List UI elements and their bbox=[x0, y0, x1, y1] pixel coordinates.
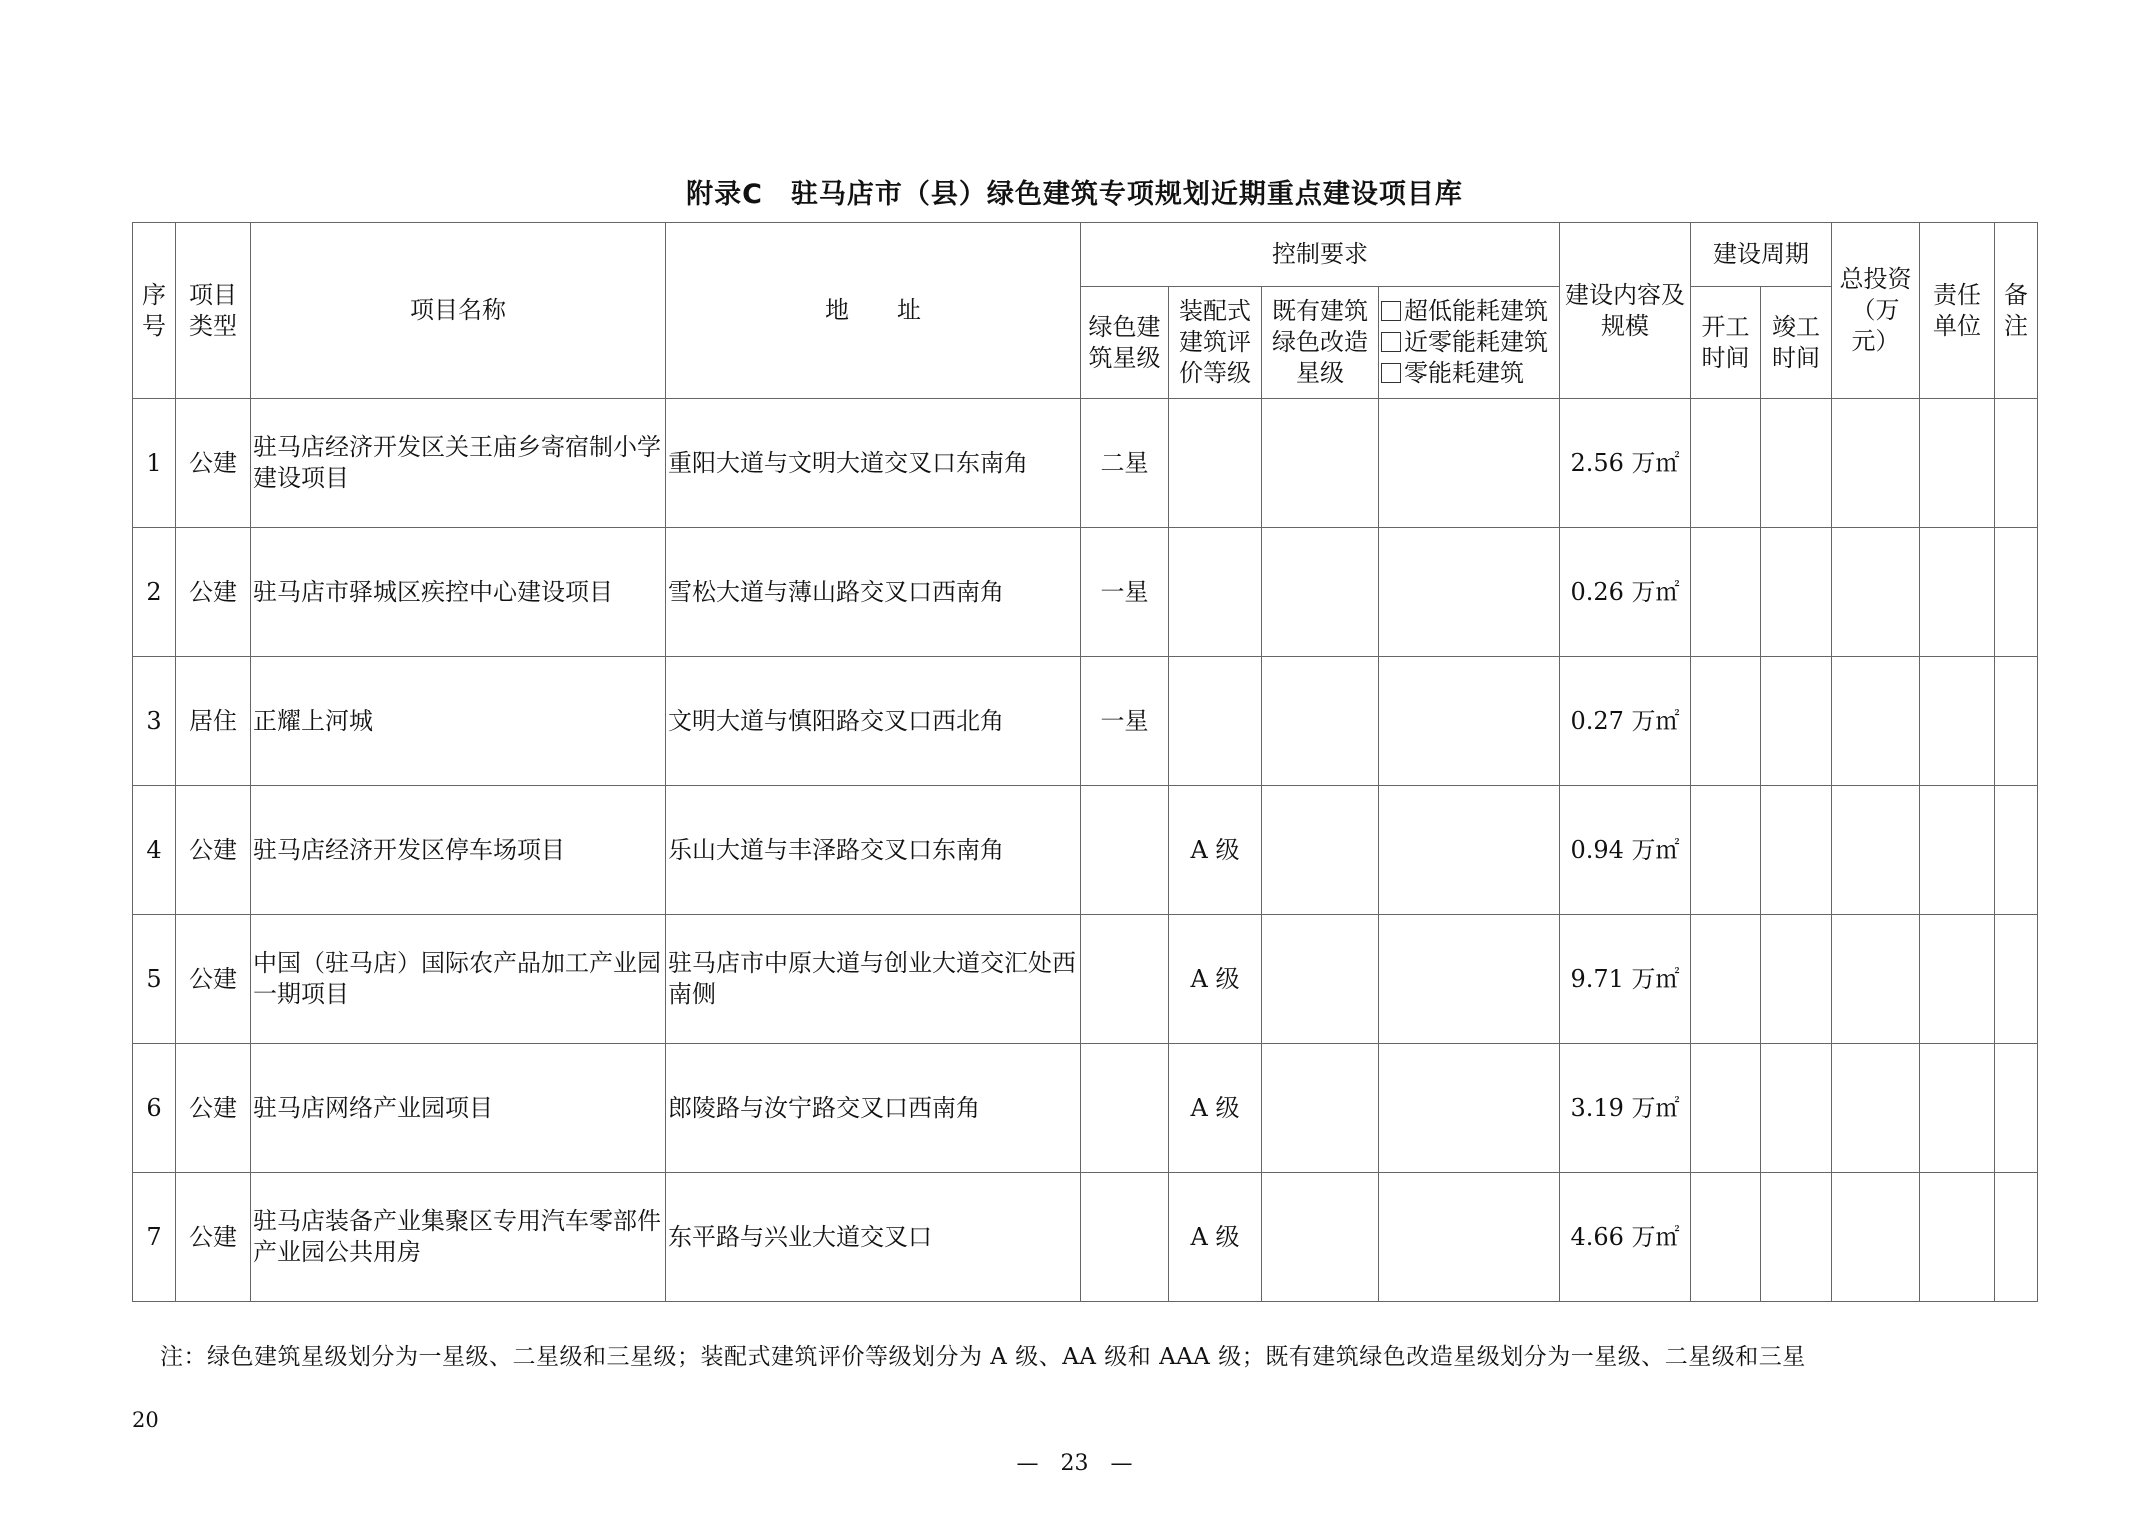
cell-retrofit bbox=[1262, 657, 1379, 786]
cell-investment bbox=[1832, 915, 1920, 1044]
header-name: 项目名称 bbox=[251, 223, 666, 399]
cell-start bbox=[1691, 915, 1761, 1044]
table-row bbox=[133, 528, 2038, 657]
cell-responsible bbox=[1920, 915, 1995, 1044]
cell-address: 郎陵路与汝宁路交叉口西南角 bbox=[666, 1044, 1081, 1173]
project-table bbox=[132, 222, 2038, 1302]
cell-start bbox=[1691, 1173, 1761, 1302]
header-investment: 总投资（万元） bbox=[1832, 223, 1920, 399]
cell-seq: 5 bbox=[133, 915, 176, 1044]
cell-end bbox=[1761, 786, 1832, 915]
cell-energy bbox=[1379, 786, 1560, 915]
side-page-number: 20 bbox=[132, 1408, 159, 1432]
cell-scale: 0.26 万㎡ bbox=[1560, 528, 1691, 657]
cell-address: 乐山大道与丰泽路交叉口东南角 bbox=[666, 786, 1081, 915]
cell-retrofit bbox=[1262, 915, 1379, 1044]
cell-type: 公建 bbox=[176, 399, 251, 528]
cell-name: 驻马店经济开发区停车场项目 bbox=[251, 786, 666, 915]
cell-address: 雪松大道与薄山路交叉口西南角 bbox=[666, 528, 1081, 657]
header-control: 控制要求 bbox=[1081, 223, 1560, 287]
cell-name: 驻马店市驿城区疾控中心建设项目 bbox=[251, 528, 666, 657]
checkbox-icon bbox=[1381, 301, 1401, 321]
cell-name: 正耀上河城 bbox=[251, 657, 666, 786]
header-end: 竣工时间 bbox=[1761, 287, 1832, 399]
cell-investment bbox=[1832, 399, 1920, 528]
cell-remark bbox=[1995, 1044, 2038, 1173]
cell-energy bbox=[1379, 528, 1560, 657]
cell-investment bbox=[1832, 528, 1920, 657]
cell-name: 中国（驻马店）国际农产品加工产业园一期项目 bbox=[251, 915, 666, 1044]
cell-start bbox=[1691, 786, 1761, 915]
table-row bbox=[133, 1173, 2038, 1302]
cell-scale: 0.94 万㎡ bbox=[1560, 786, 1691, 915]
cell-type: 公建 bbox=[176, 1173, 251, 1302]
cell-green-star: 一星 bbox=[1081, 528, 1169, 657]
header-address: 地 址 bbox=[666, 223, 1081, 399]
cell-seq: 7 bbox=[133, 1173, 176, 1302]
energy-option: 超低能耗建筑 bbox=[1381, 296, 1557, 327]
table-row bbox=[133, 657, 2038, 786]
cell-start bbox=[1691, 657, 1761, 786]
cell-responsible bbox=[1920, 399, 1995, 528]
cell-remark bbox=[1995, 915, 2038, 1044]
cell-name: 驻马店网络产业园项目 bbox=[251, 1044, 666, 1173]
table-row bbox=[133, 1044, 2038, 1173]
table-row bbox=[133, 915, 2038, 1044]
cell-responsible bbox=[1920, 657, 1995, 786]
cell-prefab: A 级 bbox=[1169, 1173, 1262, 1302]
table-row bbox=[133, 786, 2038, 915]
header-energy bbox=[1379, 287, 1560, 399]
cell-seq: 4 bbox=[133, 786, 176, 915]
header-scale: 建设内容及规模 bbox=[1560, 223, 1691, 399]
cell-name: 驻马店装备产业集聚区专用汽车零部件产业园公共用房 bbox=[251, 1173, 666, 1302]
cell-remark bbox=[1995, 786, 2038, 915]
cell-responsible bbox=[1920, 528, 1995, 657]
cell-scale: 9.71 万㎡ bbox=[1560, 915, 1691, 1044]
cell-retrofit bbox=[1262, 528, 1379, 657]
cell-green-star: 二星 bbox=[1081, 399, 1169, 528]
cell-end bbox=[1761, 528, 1832, 657]
cell-green-star: 一星 bbox=[1081, 657, 1169, 786]
cell-scale: 0.27 万㎡ bbox=[1560, 657, 1691, 786]
header-responsible: 责任单位 bbox=[1920, 223, 1995, 399]
cell-green-star bbox=[1081, 1044, 1169, 1173]
page-number: — 23 — bbox=[1016, 1451, 1133, 1476]
cell-seq: 1 bbox=[133, 399, 176, 528]
cell-prefab bbox=[1169, 399, 1262, 528]
cell-address: 东平路与兴业大道交叉口 bbox=[666, 1173, 1081, 1302]
cell-energy bbox=[1379, 657, 1560, 786]
cell-scale: 4.66 万㎡ bbox=[1560, 1173, 1691, 1302]
cell-end bbox=[1761, 1044, 1832, 1173]
cell-energy bbox=[1379, 1044, 1560, 1173]
cell-investment bbox=[1832, 1044, 1920, 1173]
cell-seq: 2 bbox=[133, 528, 176, 657]
table-note: 注：绿色建筑星级划分为一星级、二星级和三星级；装配式建筑评价等级划分为 A 级、AA 级和 AAA 级；既有建筑绿色改造星级划分为一星级、二星级和三星 bbox=[160, 1344, 1806, 1370]
cell-seq: 6 bbox=[133, 1044, 176, 1173]
cell-retrofit bbox=[1262, 399, 1379, 528]
checkbox-icon bbox=[1381, 363, 1401, 383]
header-prefab: 装配式建筑评价等级 bbox=[1169, 287, 1262, 399]
cell-scale: 2.56 万㎡ bbox=[1560, 399, 1691, 528]
cell-energy bbox=[1379, 399, 1560, 528]
table-row bbox=[133, 399, 2038, 528]
cell-remark bbox=[1995, 657, 2038, 786]
cell-type: 公建 bbox=[176, 915, 251, 1044]
header-remark: 备注 bbox=[1995, 223, 2038, 399]
cell-responsible bbox=[1920, 786, 1995, 915]
cell-green-star bbox=[1081, 915, 1169, 1044]
cell-name: 驻马店经济开发区关王庙乡寄宿制小学建设项目 bbox=[251, 399, 666, 528]
cell-retrofit bbox=[1262, 786, 1379, 915]
cell-prefab: A 级 bbox=[1169, 1044, 1262, 1173]
header-green-star: 绿色建筑星级 bbox=[1081, 287, 1169, 399]
cell-prefab bbox=[1169, 657, 1262, 786]
cell-start bbox=[1691, 399, 1761, 528]
cell-retrofit bbox=[1262, 1044, 1379, 1173]
header-type: 项目类型 bbox=[176, 223, 251, 399]
cell-type: 公建 bbox=[176, 1044, 251, 1173]
cell-address: 文明大道与慎阳路交叉口西北角 bbox=[666, 657, 1081, 786]
cell-end bbox=[1761, 1173, 1832, 1302]
cell-prefab: A 级 bbox=[1169, 786, 1262, 915]
cell-prefab: A 级 bbox=[1169, 915, 1262, 1044]
header-retrofit: 既有建筑绿色改造星级 bbox=[1262, 287, 1379, 399]
cell-start bbox=[1691, 1044, 1761, 1173]
cell-address: 驻马店市中原大道与创业大道交汇处西南侧 bbox=[666, 915, 1081, 1044]
cell-green-star bbox=[1081, 1173, 1169, 1302]
cell-energy bbox=[1379, 915, 1560, 1044]
cell-end bbox=[1761, 915, 1832, 1044]
cell-address: 重阳大道与文明大道交叉口东南角 bbox=[666, 399, 1081, 528]
cell-responsible bbox=[1920, 1044, 1995, 1173]
cell-investment bbox=[1832, 657, 1920, 786]
cell-scale: 3.19 万㎡ bbox=[1560, 1044, 1691, 1173]
cell-start bbox=[1691, 528, 1761, 657]
cell-energy bbox=[1379, 1173, 1560, 1302]
cell-remark bbox=[1995, 1173, 2038, 1302]
cell-type: 公建 bbox=[176, 528, 251, 657]
cell-prefab bbox=[1169, 528, 1262, 657]
header-start: 开工时间 bbox=[1691, 287, 1761, 399]
checkbox-icon bbox=[1381, 332, 1401, 352]
header-seq: 序号 bbox=[133, 223, 176, 399]
cell-retrofit bbox=[1262, 1173, 1379, 1302]
cell-investment bbox=[1832, 786, 1920, 915]
cell-type: 公建 bbox=[176, 786, 251, 915]
cell-seq: 3 bbox=[133, 657, 176, 786]
cell-type: 居住 bbox=[176, 657, 251, 786]
cell-responsible bbox=[1920, 1173, 1995, 1302]
header-period: 建设周期 bbox=[1691, 223, 1832, 287]
cell-remark bbox=[1995, 399, 2038, 528]
page-title: 附录C 驻马店市（县）绿色建筑专项规划近期重点建设项目库 bbox=[686, 179, 1463, 210]
energy-option: 近零能耗建筑 bbox=[1381, 327, 1557, 358]
energy-option: 零能耗建筑 bbox=[1381, 358, 1557, 389]
cell-remark bbox=[1995, 528, 2038, 657]
cell-end bbox=[1761, 399, 1832, 528]
cell-end bbox=[1761, 657, 1832, 786]
cell-green-star bbox=[1081, 786, 1169, 915]
cell-investment bbox=[1832, 1173, 1920, 1302]
